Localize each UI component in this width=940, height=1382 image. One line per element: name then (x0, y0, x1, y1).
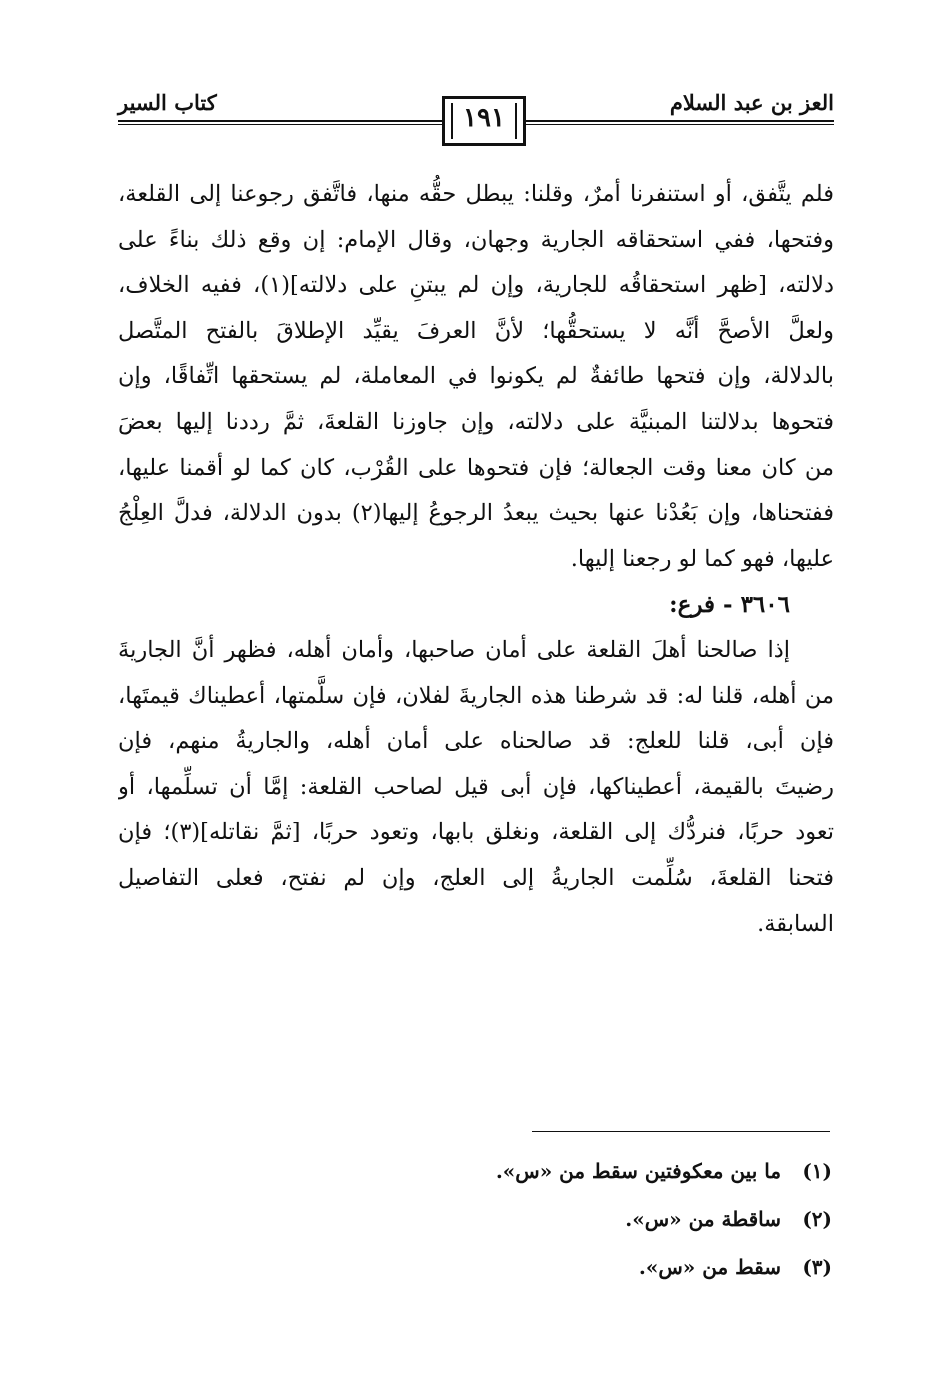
text-line: فتحوها بدلالتنا المبنيَّة على دلالته، وإن جاوزنا القلعةَ، ثمَّ رددنا إليها بعضَ (118, 408, 834, 435)
footnote-number: (٣) (802, 1255, 832, 1279)
section-heading: ٣٦٠٦ - فرع: (669, 591, 790, 619)
paragraph-1 (118, 172, 834, 582)
running-header (118, 82, 834, 152)
footnote-number: (١) (802, 1159, 832, 1183)
footnote-text: سقط من «س». (638, 1255, 782, 1279)
text-line: عليها، فهو كما لو رجعنا إليها. (570, 545, 834, 572)
text-line: دلالته، [ظهر استحقاقُه للجارية، وإن لم يبتنِ على دلالته](١)، ففيه الخلاف، (118, 272, 834, 299)
paragraph-2 (118, 628, 834, 947)
text-line: إذا صالحنا أهلَ القلعة على أمان صاحبها، وأمان أهله، فظهر أنَّ الجاريةَ (118, 636, 790, 663)
footnote-number: (٢) (802, 1207, 832, 1231)
page-number-frame (442, 96, 526, 146)
text-line: فإن أبى، قلنا للعلج: قد صالحناه على أمان أهله، والجاريةُ منهم، فإن (118, 728, 834, 755)
footnote-text: ساقطة من «س». (625, 1207, 782, 1231)
page-number: ١٩١ (463, 103, 505, 133)
text-line: فتحنا القلعةَ، سُلِّمت الجاريةُ إلى العلج، وإن لم نفتح، فعلى التفاصيل (118, 864, 834, 891)
text-line: وفتحها، ففي استحقاقه الجارية وجهان، وقال الإمام: إن وقع ذلك بناءً على (118, 226, 834, 253)
footnote-2 (496, 1195, 832, 1243)
text-line: رضيتَ بالقيمة، أعطيناكها، فإن أبى قيل لصاحب القلعة: إمَّا أن تسلِّمها، أو (118, 773, 834, 800)
footnote-3 (496, 1243, 832, 1291)
footnote-text: ما بين معكوفتين سقط من «س». (495, 1159, 782, 1183)
text-line: من أهله، قلنا له: قد شرطنا هذه الجاريةَ لفلان، فإن سلَّمتها، أعطيناك قيمتَها، (118, 682, 834, 709)
text-line: من كان معنا وقت الجعالة؛ فإن فتحوها على القُرْب، كان كما لو أقمنا عليها، (118, 454, 834, 481)
text-line: ولعلَّ الأصحَّ أنَّه لا يستحقُّها؛ لأنَّ العرفَ يقيِّد الإطلاقَ بالفتح المتَّصل (118, 317, 834, 344)
text-line: تعود حربًا، فنردُّك إلى القلعة، ونغلق بابها، وتعود حربًا، [ثمَّ نقاتله](٣)؛ فإن (118, 819, 834, 846)
main-text (118, 172, 834, 947)
text-line: فلم يتَّفق، أو استنفرنا أمرٌ، وقلنا: يبطل حقُّه منها، فاتَّفق رجوعنا إلى القلعة، (118, 181, 834, 207)
footnote-1 (496, 1147, 832, 1195)
running-title-book: كتاب السير (118, 90, 217, 115)
text-line: السابقة. (757, 910, 834, 937)
running-title-author: العز بن عبد السلام (669, 90, 834, 115)
text-line: بالدلالة، وإن فتحها طائفةٌ لم يكونوا في المعاملة، لم يستحقها اتِّفاقًا، وإن (118, 363, 834, 390)
footnote-separator (532, 1131, 830, 1132)
text-line: ففتحناها، وإن بَعُدْنا عنها بحيث يبعدُ الرجوعُ إليها(٢) بدون الدلالة، فدلَّ العِلْجُ (118, 500, 834, 527)
footnotes (496, 1147, 832, 1291)
